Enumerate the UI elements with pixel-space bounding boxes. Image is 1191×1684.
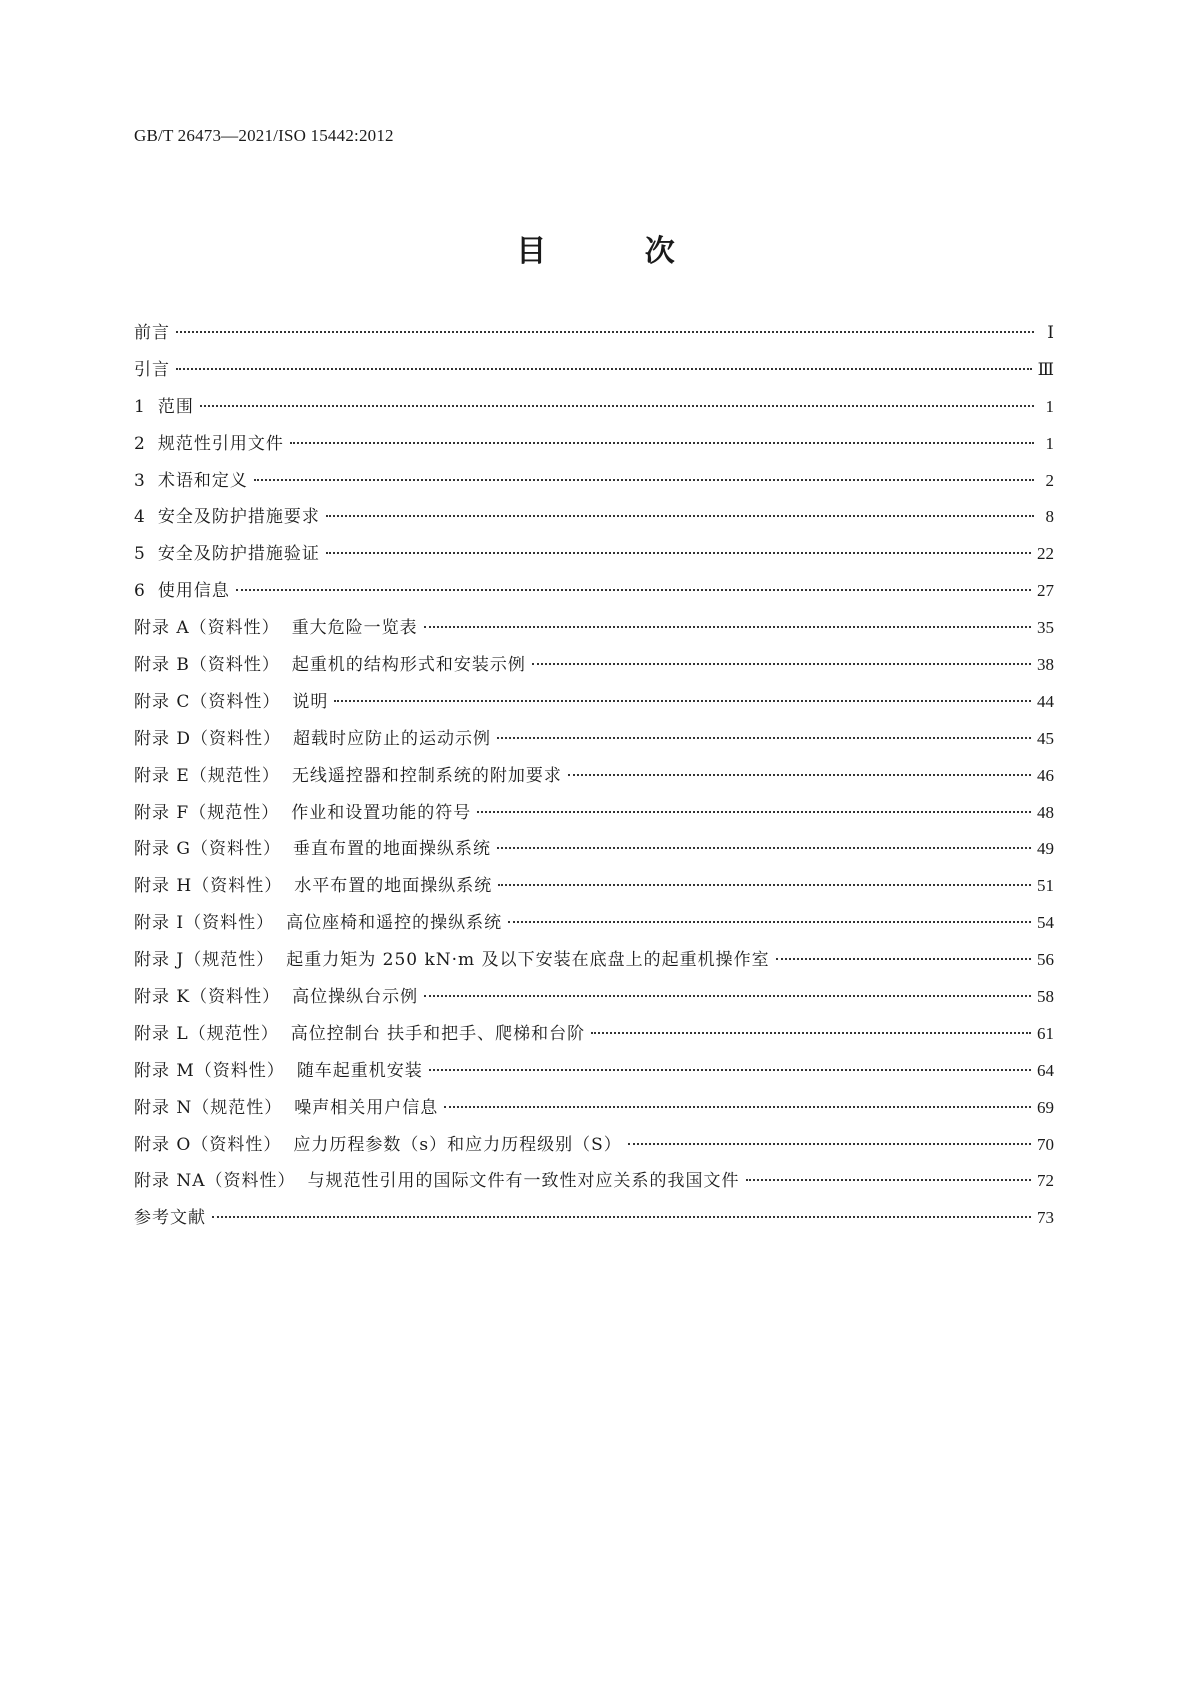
toc-entry-page-number: 56 (1037, 950, 1054, 970)
toc-entry-annex-prefix: 附录 J（规范性） (134, 950, 275, 971)
dot-leader (176, 331, 1034, 333)
toc-entry[interactable] (134, 1097, 1054, 1134)
toc-entry-annex-prefix: 附录 H（资料性） (134, 876, 283, 897)
toc-entry-page-number: Ⅰ (1047, 323, 1054, 342)
toc-entry-label (134, 691, 328, 713)
toc-entry[interactable] (134, 1060, 1054, 1097)
toc-entry-page-number: 35 (1037, 618, 1054, 638)
dot-leader (497, 737, 1031, 739)
toc-entry-label (134, 580, 230, 602)
toc-entry-title: 安全及防护措施验证 (157, 544, 320, 565)
toc-entry-label (134, 838, 491, 860)
toc-entry-label (134, 506, 320, 528)
dot-leader (334, 700, 1031, 702)
toc-entry-title: 超载时应防止的运动示例 (293, 728, 492, 749)
toc-entry-title: 重大危险一览表 (291, 618, 418, 639)
toc-entry-title: 参考文献 (134, 1208, 206, 1229)
toc-entry-title: 随车起重机安装 (296, 1060, 423, 1081)
toc-entry-number: 5 (134, 544, 146, 565)
dot-leader (424, 626, 1031, 628)
toc-entry-title: 高位操纵台示例 (292, 987, 419, 1008)
toc-entry-title: 噪声相关用户信息 (294, 1097, 439, 1118)
toc-entry[interactable] (134, 359, 1054, 396)
toc-entry-annex-prefix: 附录 NA（资料性） (134, 1171, 296, 1192)
toc-entry[interactable] (134, 322, 1054, 359)
toc-entry[interactable] (134, 691, 1054, 728)
toc-entry[interactable] (134, 1134, 1054, 1171)
toc-entry[interactable] (134, 765, 1054, 802)
toc-entry-page-number: 38 (1037, 655, 1054, 675)
toc-entry-title: 高位座椅和遥控的操纵系统 (286, 913, 503, 934)
toc-entry[interactable] (134, 986, 1054, 1023)
toc-entry-label (134, 359, 170, 381)
toc-entry-label (134, 1097, 438, 1119)
dot-leader (776, 958, 1031, 960)
toc-entry-page-number: 64 (1037, 1060, 1054, 1080)
toc-entry-annex-prefix: 附录 N（规范性） (134, 1097, 283, 1118)
dot-leader (444, 1106, 1031, 1108)
dot-leader (326, 515, 1034, 517)
toc-entry[interactable] (134, 802, 1054, 839)
toc-entry-page-number: 22 (1037, 544, 1054, 564)
toc-entry-title: 应力历程参数（s）和应力历程级别（S） (293, 1134, 622, 1155)
dot-leader (254, 479, 1034, 481)
toc-entry[interactable] (134, 912, 1054, 949)
toc-entry-annex-prefix: 附录 M（资料性） (134, 1060, 285, 1081)
dot-leader (498, 884, 1031, 886)
toc-entry-annex-prefix: 附录 O（资料性） (134, 1134, 282, 1155)
toc-entry-label (134, 543, 320, 565)
toc-entry[interactable] (134, 838, 1054, 875)
toc-entry-title: 高位控制台 扶手和把手、爬梯和台阶 (290, 1023, 586, 1044)
toc-entry-label (134, 875, 492, 897)
toc-entry[interactable] (134, 580, 1054, 617)
toc-entry-number: 1 (134, 396, 146, 417)
toc-entry-annex-prefix: 附录 B（资料性） (134, 655, 280, 676)
dot-leader (628, 1143, 1031, 1145)
toc-entry-annex-prefix: 附录 C（资料性） (134, 691, 281, 712)
toc-entry[interactable] (134, 433, 1054, 470)
toc-entry-title: 起重力矩为 250 kN·m 及以下安装在底盘上的起重机操作室 (286, 950, 770, 971)
toc-entry-label (134, 322, 170, 344)
standard-code: GB/T 26473—2021/ISO 15442:2012 (134, 126, 394, 145)
dot-leader (429, 1069, 1031, 1071)
dot-leader (176, 368, 1032, 370)
table-of-contents (134, 322, 1054, 1244)
toc-entry-label (134, 949, 770, 971)
toc-entry-title: 作业和设置功能的符号 (291, 802, 472, 823)
toc-entry-number: 4 (134, 507, 146, 528)
toc-entry-annex-prefix: 附录 L（规范性） (134, 1023, 279, 1044)
toc-entry-page-number: 45 (1037, 728, 1054, 748)
toc-entry-title: 安全及防护措施要求 (157, 507, 320, 528)
toc-entry[interactable] (134, 470, 1054, 507)
toc-entry-page-number: 46 (1037, 765, 1054, 785)
toc-entry-page-number: 73 (1037, 1208, 1054, 1228)
toc-entry[interactable] (134, 617, 1054, 654)
toc-entry-page-number: 51 (1037, 876, 1054, 896)
toc-entry-page-number: 58 (1037, 987, 1054, 1007)
toc-entry-label (134, 986, 418, 1008)
toc-entry-page-number: 70 (1037, 1134, 1054, 1154)
toc-entry-title: 垂直布置的地面操纵系统 (292, 839, 491, 860)
toc-entry-page-number: 1 (1045, 433, 1054, 453)
toc-entry-title: 与规范性引用的国际文件有一致性对应关系的我国文件 (307, 1171, 740, 1192)
toc-entry-page-number: 69 (1037, 1097, 1054, 1117)
toc-entry-title: 说明 (292, 691, 329, 712)
toc-entry[interactable] (134, 1170, 1054, 1207)
toc-entry[interactable] (134, 396, 1054, 433)
toc-entry-label (134, 912, 502, 934)
toc-entry-title: 规范性引用文件 (157, 433, 284, 454)
toc-entry-page-number: 1 (1045, 396, 1054, 416)
toc-entry-number: 6 (134, 581, 146, 602)
dot-leader (508, 921, 1031, 923)
toc-entry-label (134, 1060, 423, 1082)
toc-entry-label (134, 765, 562, 787)
toc-entry-title: 范围 (157, 396, 194, 417)
dot-leader (591, 1032, 1031, 1034)
toc-entry-page-number: 48 (1037, 802, 1054, 822)
toc-entry-label (134, 802, 471, 824)
toc-entry[interactable] (134, 949, 1054, 986)
dot-leader (290, 442, 1034, 444)
toc-entry-number: 2 (134, 433, 146, 454)
toc-entry-annex-prefix: 附录 I（资料性） (134, 913, 275, 934)
toc-entry-title: 无线遥控器和控制系统的附加要求 (291, 765, 562, 786)
toc-entry-label (134, 1023, 585, 1045)
toc-entry-page-number: Ⅲ (1037, 359, 1054, 379)
toc-entry-page-number: 27 (1037, 581, 1054, 601)
toc-entry[interactable] (134, 506, 1054, 543)
dot-leader (236, 589, 1031, 591)
toc-entry-label (134, 396, 194, 418)
toc-entry[interactable] (134, 1207, 1054, 1244)
toc-entry-page-number: 2 (1045, 470, 1054, 490)
toc-entry-label (134, 728, 491, 750)
toc-entry-page-number: 49 (1037, 839, 1054, 859)
toc-entry-title: 前言 (134, 323, 170, 343)
toc-entry-label (134, 1134, 622, 1156)
dot-leader (424, 995, 1031, 997)
toc-entry-label (134, 617, 418, 639)
toc-entry[interactable] (134, 1023, 1054, 1060)
toc-entry-label (134, 1170, 740, 1192)
dot-leader (212, 1216, 1031, 1218)
toc-entry-label (134, 433, 284, 455)
dot-leader (497, 847, 1031, 849)
dot-leader (326, 552, 1031, 554)
toc-entry-page-number: 61 (1037, 1023, 1054, 1043)
toc-entry[interactable] (134, 543, 1054, 580)
toc-entry-annex-prefix: 附录 F（规范性） (134, 802, 280, 823)
page-title: 目 次 (516, 234, 719, 269)
dot-leader (568, 774, 1031, 776)
toc-entry-annex-prefix: 附录 E（规范性） (134, 765, 280, 786)
toc-entry-title: 起重机的结构形式和安装示例 (291, 655, 526, 676)
toc-entry[interactable] (134, 728, 1054, 765)
dot-leader (477, 811, 1031, 813)
toc-entry-label (134, 654, 526, 676)
toc-entry-page-number: 54 (1037, 913, 1054, 933)
toc-entry[interactable] (134, 875, 1054, 912)
toc-entry-page-number: 72 (1037, 1171, 1054, 1191)
toc-entry-label (134, 1207, 206, 1229)
dot-leader (200, 405, 1034, 407)
toc-entry-title: 使用信息 (157, 581, 230, 602)
toc-entry-title: 水平布置的地面操纵系统 (294, 876, 493, 897)
toc-entry-title: 引言 (134, 359, 170, 380)
toc-entry-page-number: 8 (1045, 507, 1054, 527)
toc-entry-title: 术语和定义 (157, 470, 248, 491)
toc-entry-annex-prefix: 附录 D（资料性） (134, 728, 282, 749)
toc-entry[interactable] (134, 654, 1054, 691)
toc-entry-annex-prefix: 附录 K（资料性） (134, 987, 281, 1008)
toc-entry-label (134, 470, 248, 492)
toc-entry-number: 3 (134, 470, 146, 491)
dot-leader (746, 1179, 1031, 1181)
toc-entry-annex-prefix: 附录 A（资料性） (134, 618, 280, 639)
toc-entry-annex-prefix: 附录 G（资料性） (134, 839, 281, 860)
dot-leader (532, 663, 1031, 665)
toc-entry-page-number: 44 (1037, 691, 1054, 711)
